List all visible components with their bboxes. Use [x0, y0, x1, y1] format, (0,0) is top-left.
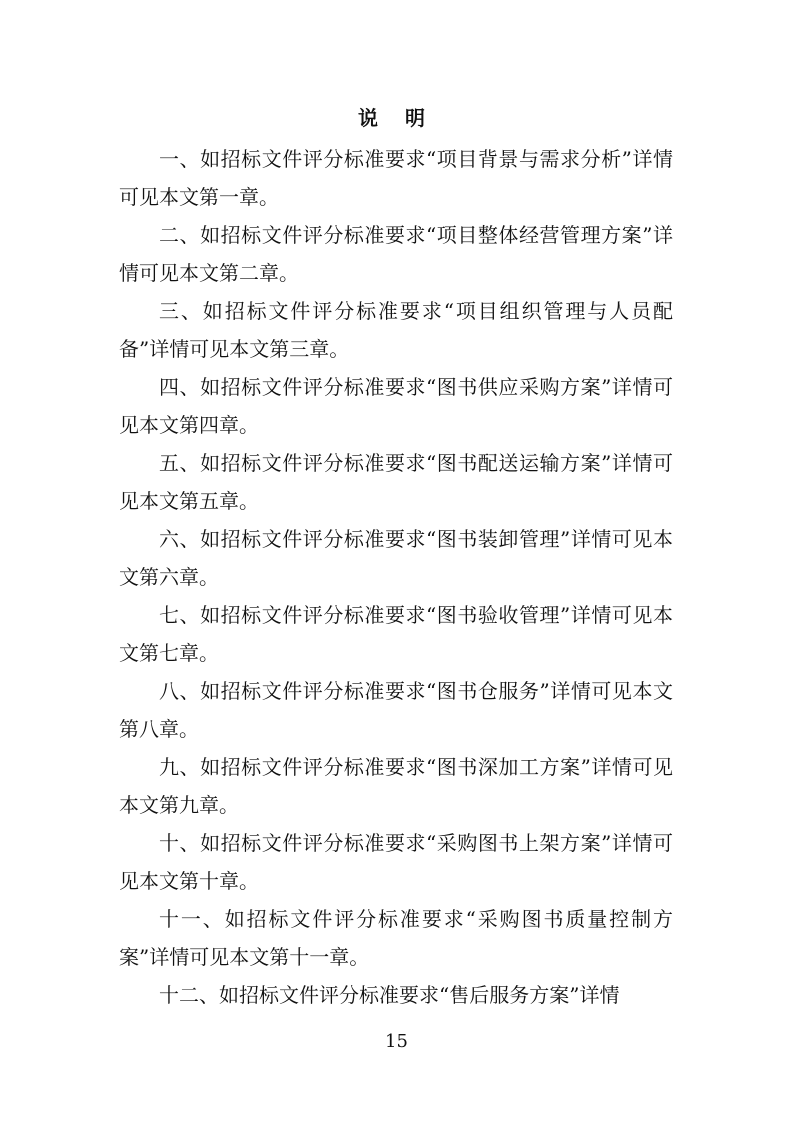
page-number: 15: [385, 1031, 408, 1052]
paragraph-1: 一、如招标文件评分标准要求“项目背景与需求分析”详情可见本文第一章。: [119, 147, 673, 209]
paragraph-9: 九、如招标文件评分标准要求“图书深加工方案”详情可见本文第九章。: [119, 755, 673, 817]
paragraph-5: 五、如招标文件评分标准要求“图书配送运输方案”详情可见本文第五章。: [119, 451, 673, 513]
body-text: [119, 140, 673, 1014]
page-title: 说 明: [358, 106, 435, 130]
paragraph-2: 二、如招标文件评分标准要求“项目整体经营管理方案”详情可见本文第二章。: [119, 223, 673, 285]
paragraph-6: 六、如招标文件评分标准要求“图书装卸管理”详情可见本文第六章。: [119, 527, 673, 589]
paragraph-12: 十二、如招标文件评分标准要求“售后服务方案”详情: [159, 983, 620, 1007]
paragraph-10: 十、如招标文件评分标准要求“采购图书上架方案”详情可见本文第十章。: [119, 831, 673, 893]
paragraph-3: 三、如招标文件评分标准要求“项目组织管理与人员配备”详情可见本文第三章。: [119, 299, 673, 361]
paragraph-4: 四、如招标文件评分标准要求“图书供应采购方案”详情可见本文第四章。: [119, 375, 673, 437]
paragraph-8: 八、如招标文件评分标准要求“图书仓服务”详情可见本文第八章。: [119, 679, 673, 741]
paragraph-11: 十一、如招标文件评分标准要求“采购图书质量控制方案”详情可见本文第十一章。: [119, 907, 673, 969]
paragraph-7: 七、如招标文件评分标准要求“图书验收管理”详情可见本文第七章。: [119, 603, 673, 665]
